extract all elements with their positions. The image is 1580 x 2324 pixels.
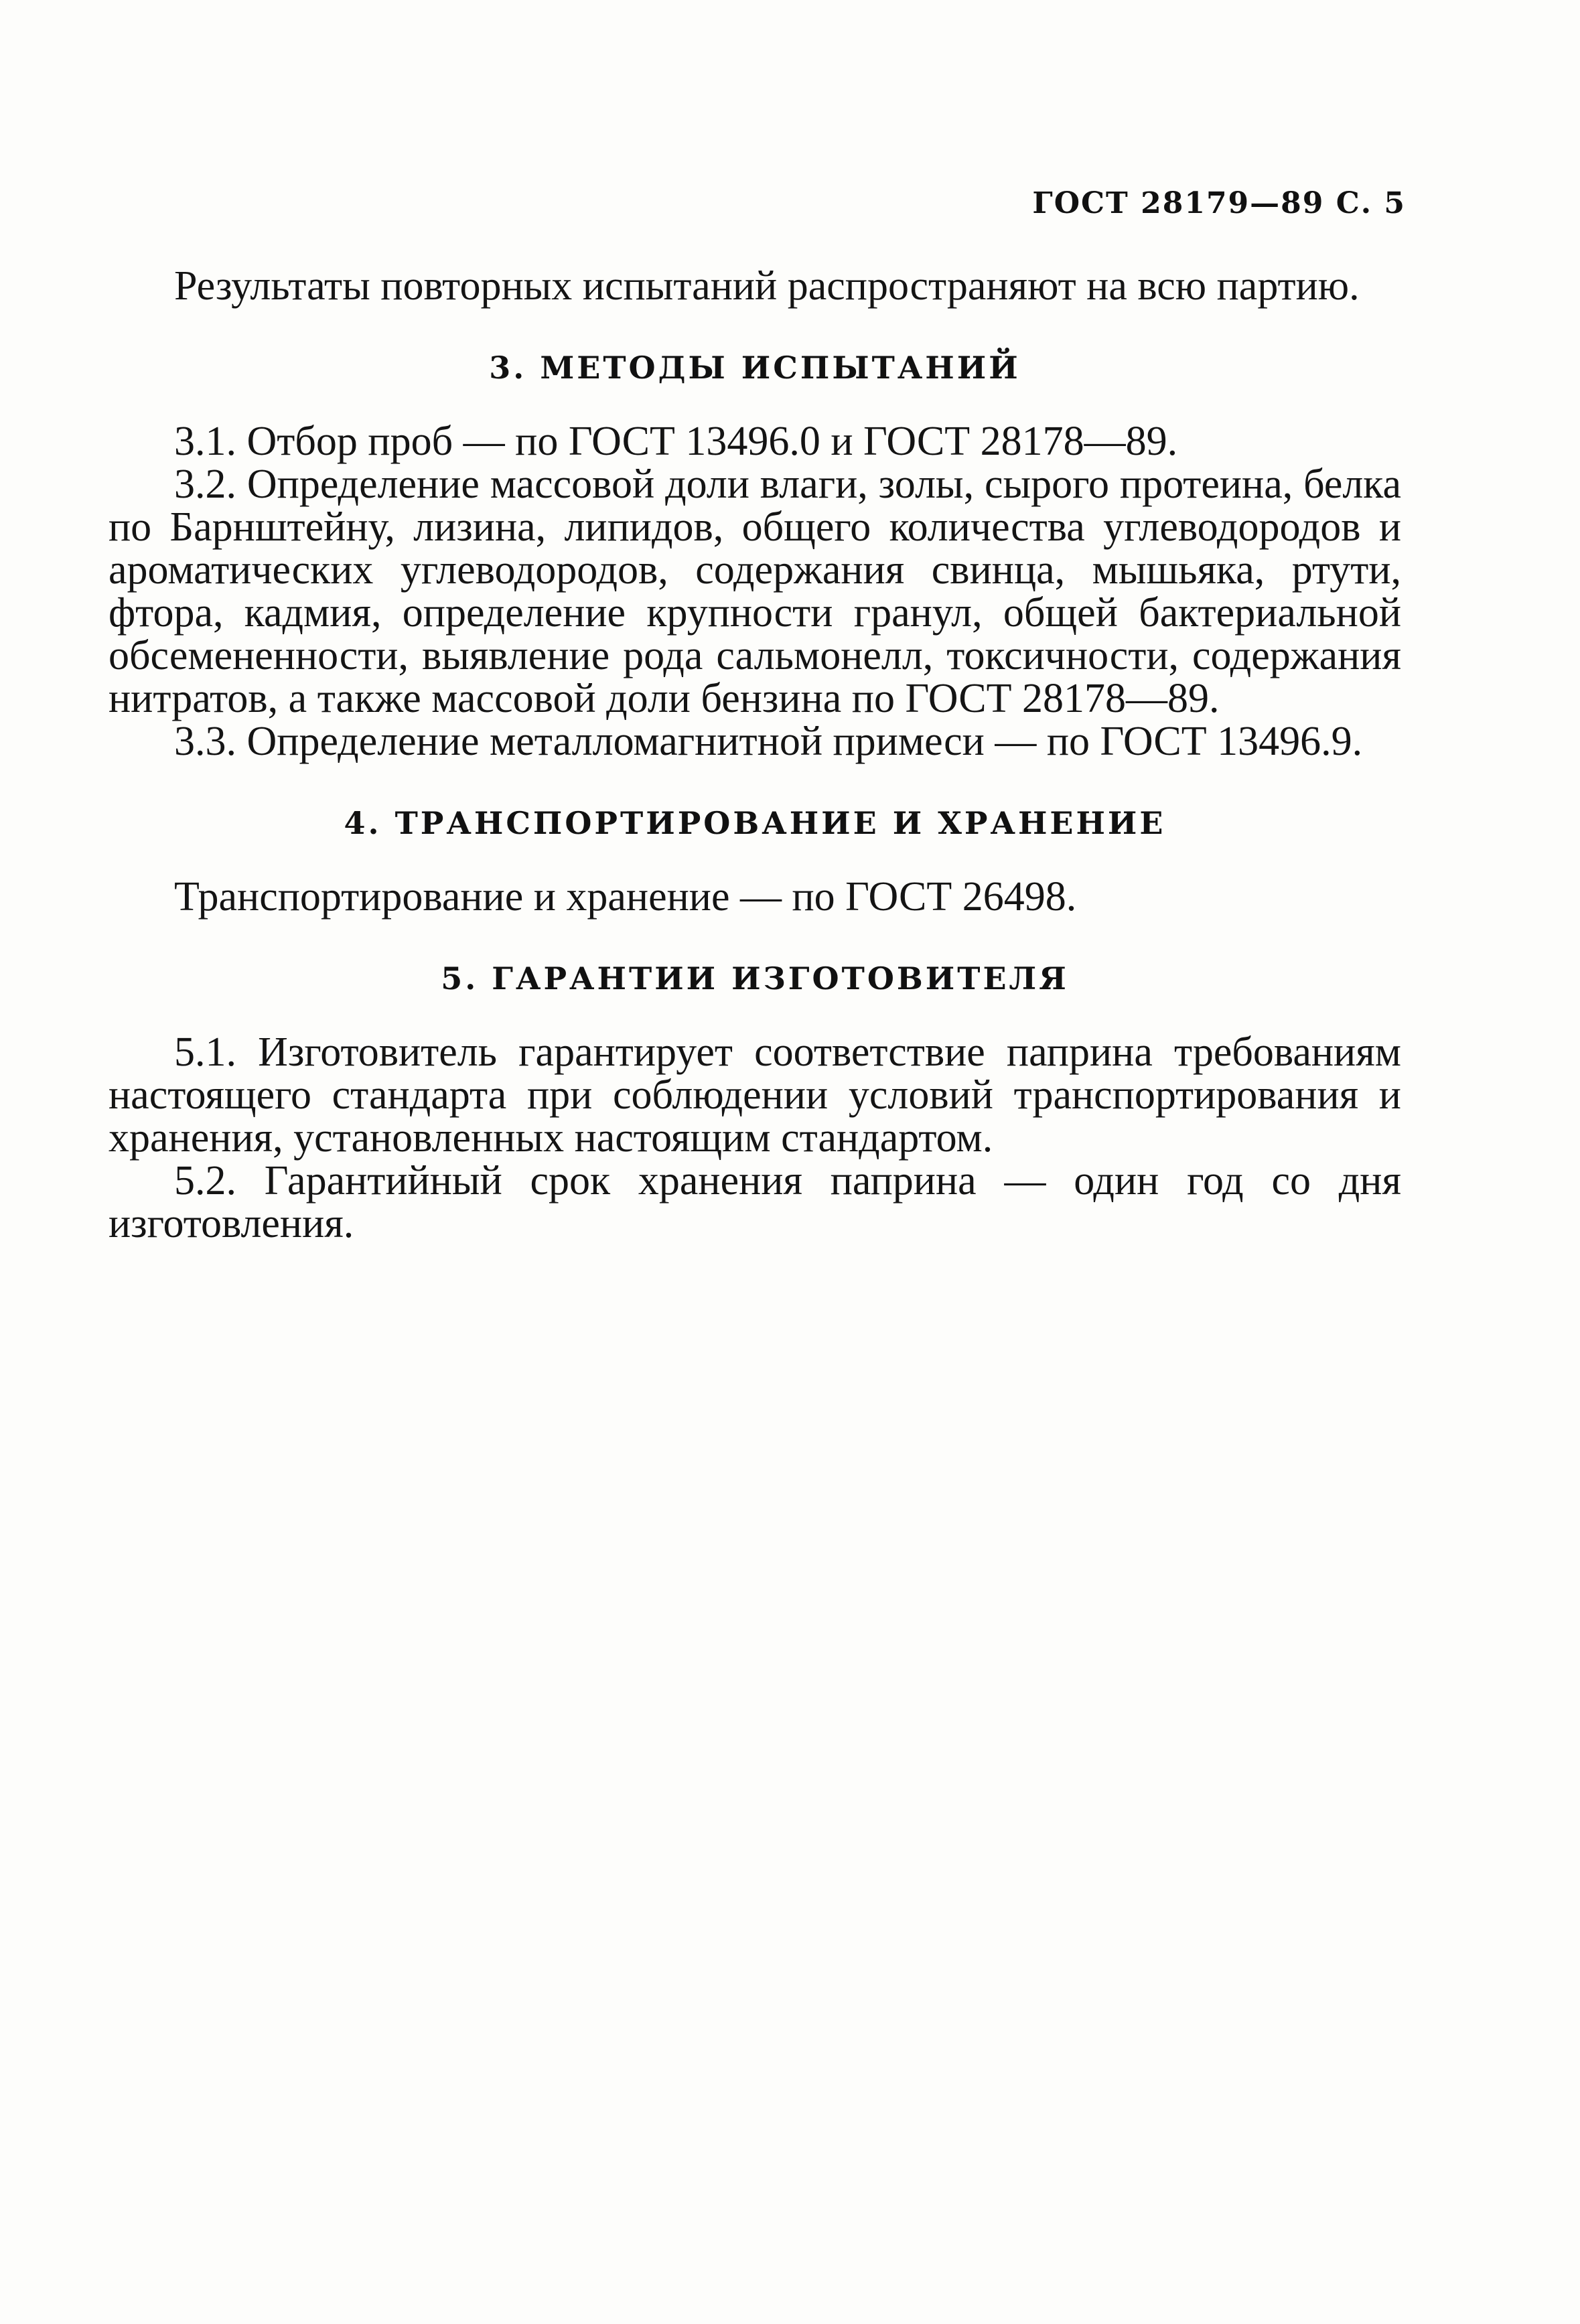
document-body <box>109 265 1401 1245</box>
section-4-title: 4. ТРАНСПОРТИРОВАНИЕ И ХРАНЕНИЕ <box>344 805 1166 841</box>
paragraph-3-2: 3.2. Определение массовой доли влаги, золы, сырого протеина, белка по Барнштейну, лизина, липидов, общего количества углеводородов и ароматических углеводородов, содержания свинца, мышьяка, ртути, фтора, кадмия, определение крупности гранул, общей бактериальной обсемененности, выявление рода сальмонелл, токсичности, содержания нитратов, а также массовой доли бензина по ГОСТ 28178—89. <box>109 461 1401 721</box>
paragraph-4: Транспортирование и хранение — по ГОСТ 26498. <box>174 874 1077 920</box>
intro-paragraph: Результаты повторных испытаний распространяют на всю партию. <box>174 263 1360 309</box>
paragraph-3-3: 3.3. Определение металломагнитной примеси — по ГОСТ 13496.9. <box>174 719 1363 764</box>
page-header: ГОСТ 28179—89 С. 5 <box>1032 186 1406 220</box>
paragraph-5-2: 5.2. Гарантийный срок хранения паприна — один год со дня изготовления. <box>109 1158 1401 1246</box>
paragraph-5-1: 5.1. Изготовитель гарантирует соответствие паприна требованиям настоящего стандарта при соблюдении условий транспортирования и хранения, установленных настоящим стандартом. <box>109 1029 1401 1161</box>
section-5-title: 5. ГАРАНТИИ ИЗГОТОВИТЕЛЯ <box>441 960 1069 997</box>
paragraph-3-1: 3.1. Отбор проб — по ГОСТ 13496.0 и ГОСТ 28178—89. <box>174 419 1178 464</box>
section-3-title: 3. МЕТОДЫ ИСПЫТАНИЙ <box>489 350 1021 386</box>
